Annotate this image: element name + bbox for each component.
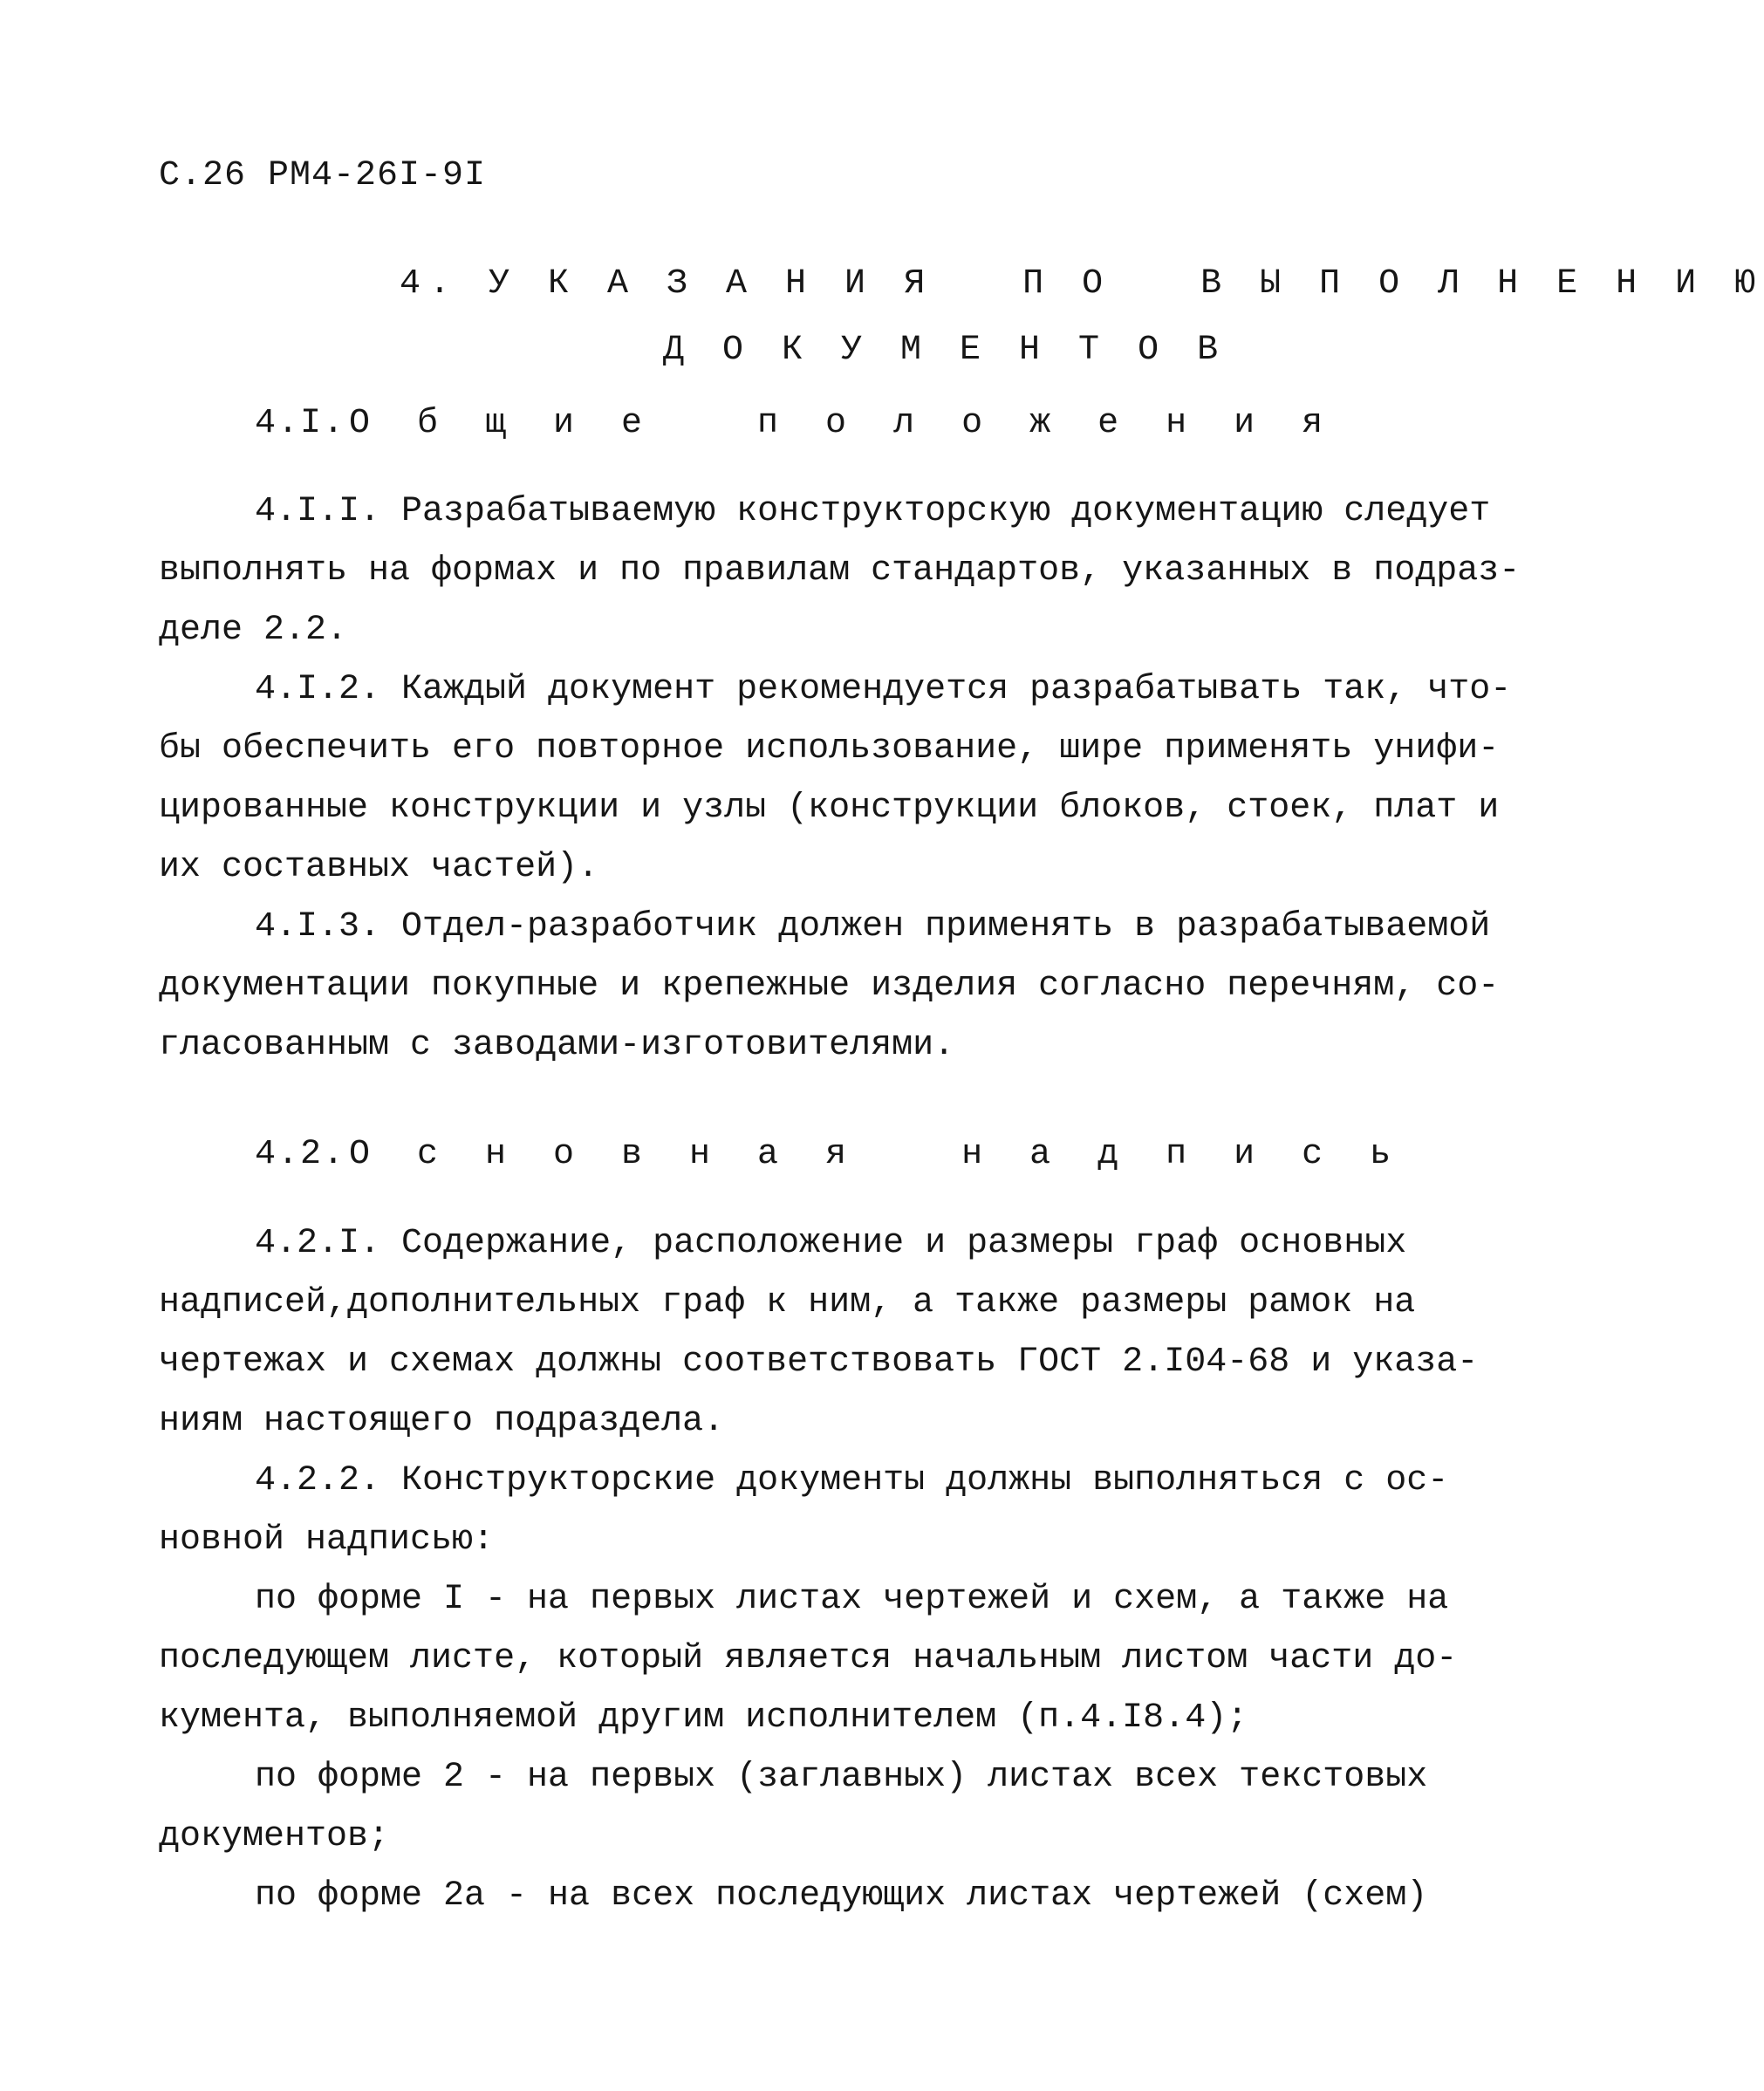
para-4-2-2-line-1: 4.2.2. Конструкторские документы должны выполняться с ос- (255, 1461, 1449, 1500)
para-4-2-1-line-2: надписей,дополнительных граф к ним, а также размеры рамок на (159, 1283, 1416, 1322)
list-form-2-line-1: по форме 2 - на первых (заглавных) листах всех текстовых (255, 1758, 1428, 1797)
para-4-2-1-line-1: 4.2.I. Содержание, расположение и размеры граф основных (255, 1224, 1407, 1263)
para-4-1-2-line-2: бы обеспечить его повторное использование, шире применять унифи- (159, 729, 1500, 769)
list-form-1-line-2: последующем листе, который является начальным листом части до- (159, 1639, 1458, 1678)
list-form-2a-line-1: по форме 2а - на всех последующих листах чертежей (схем) (255, 1876, 1428, 1916)
para-4-1-1-line-2: выполнять на формах и по правилам стандартов, указанных в подраз- (159, 551, 1521, 591)
list-form-1-line-1: по форме I - на первых листах чертежей и схем, а также на (255, 1580, 1449, 1619)
para-4-2-1-line-4: ниям настоящего подраздела. (159, 1402, 725, 1441)
para-4-2-1-line-3: чертежах и схемах должны соответствовать ГОСТ 2.I04-68 и указа- (159, 1343, 1479, 1382)
para-4-1-1-line-3: деле 2.2. (159, 611, 348, 650)
page-header: С.26 РМ4-26I-9I (159, 156, 487, 195)
subsection-4-1-number: 4.I. (255, 404, 346, 443)
para-4-1-1-line-1: 4.I.I. Разрабатываемую конструкторскую документацию следует (255, 492, 1491, 531)
subsection-4-2-number: 4.2. (255, 1135, 346, 1174)
section-title-line2: Д О К У М Е Н Т О В (663, 331, 1227, 370)
para-4-2-2-line-2: новной надписью: (159, 1520, 495, 1560)
section-title-line1: 4. У К А З А Н И Я П О В Ы П О Л Н Е Н И Ю (400, 264, 1764, 304)
list-form-2-line-2: документов; (159, 1817, 390, 1856)
subsection-4-1-title: О б щ и е п о л о ж е н и я (349, 404, 1337, 443)
para-4-1-3-line-2: документации покупные и крепежные изделия согласно перечням, со- (159, 967, 1500, 1006)
para-4-1-2-line-3: цированные конструкции и узлы (конструкции блоков, стоек, плат и (159, 789, 1500, 828)
para-4-1-3-line-1: 4.I.3. Отдел-разработчик должен применять в разрабатываемой (255, 907, 1491, 946)
para-4-1-2-line-4: их составных частей). (159, 848, 599, 887)
subsection-4-2-title: О с н о в н а я н а д п и с ь (349, 1135, 1405, 1174)
para-4-1-3-line-3: гласованным с заводами-изготовителями. (159, 1026, 955, 1065)
list-form-1-line-3: кумента, выполняемой другим исполнителем (п.4.I8.4); (159, 1698, 1248, 1738)
para-4-1-2-line-1: 4.I.2. Каждый документ рекомендуется разрабатывать так, что- (255, 670, 1512, 709)
